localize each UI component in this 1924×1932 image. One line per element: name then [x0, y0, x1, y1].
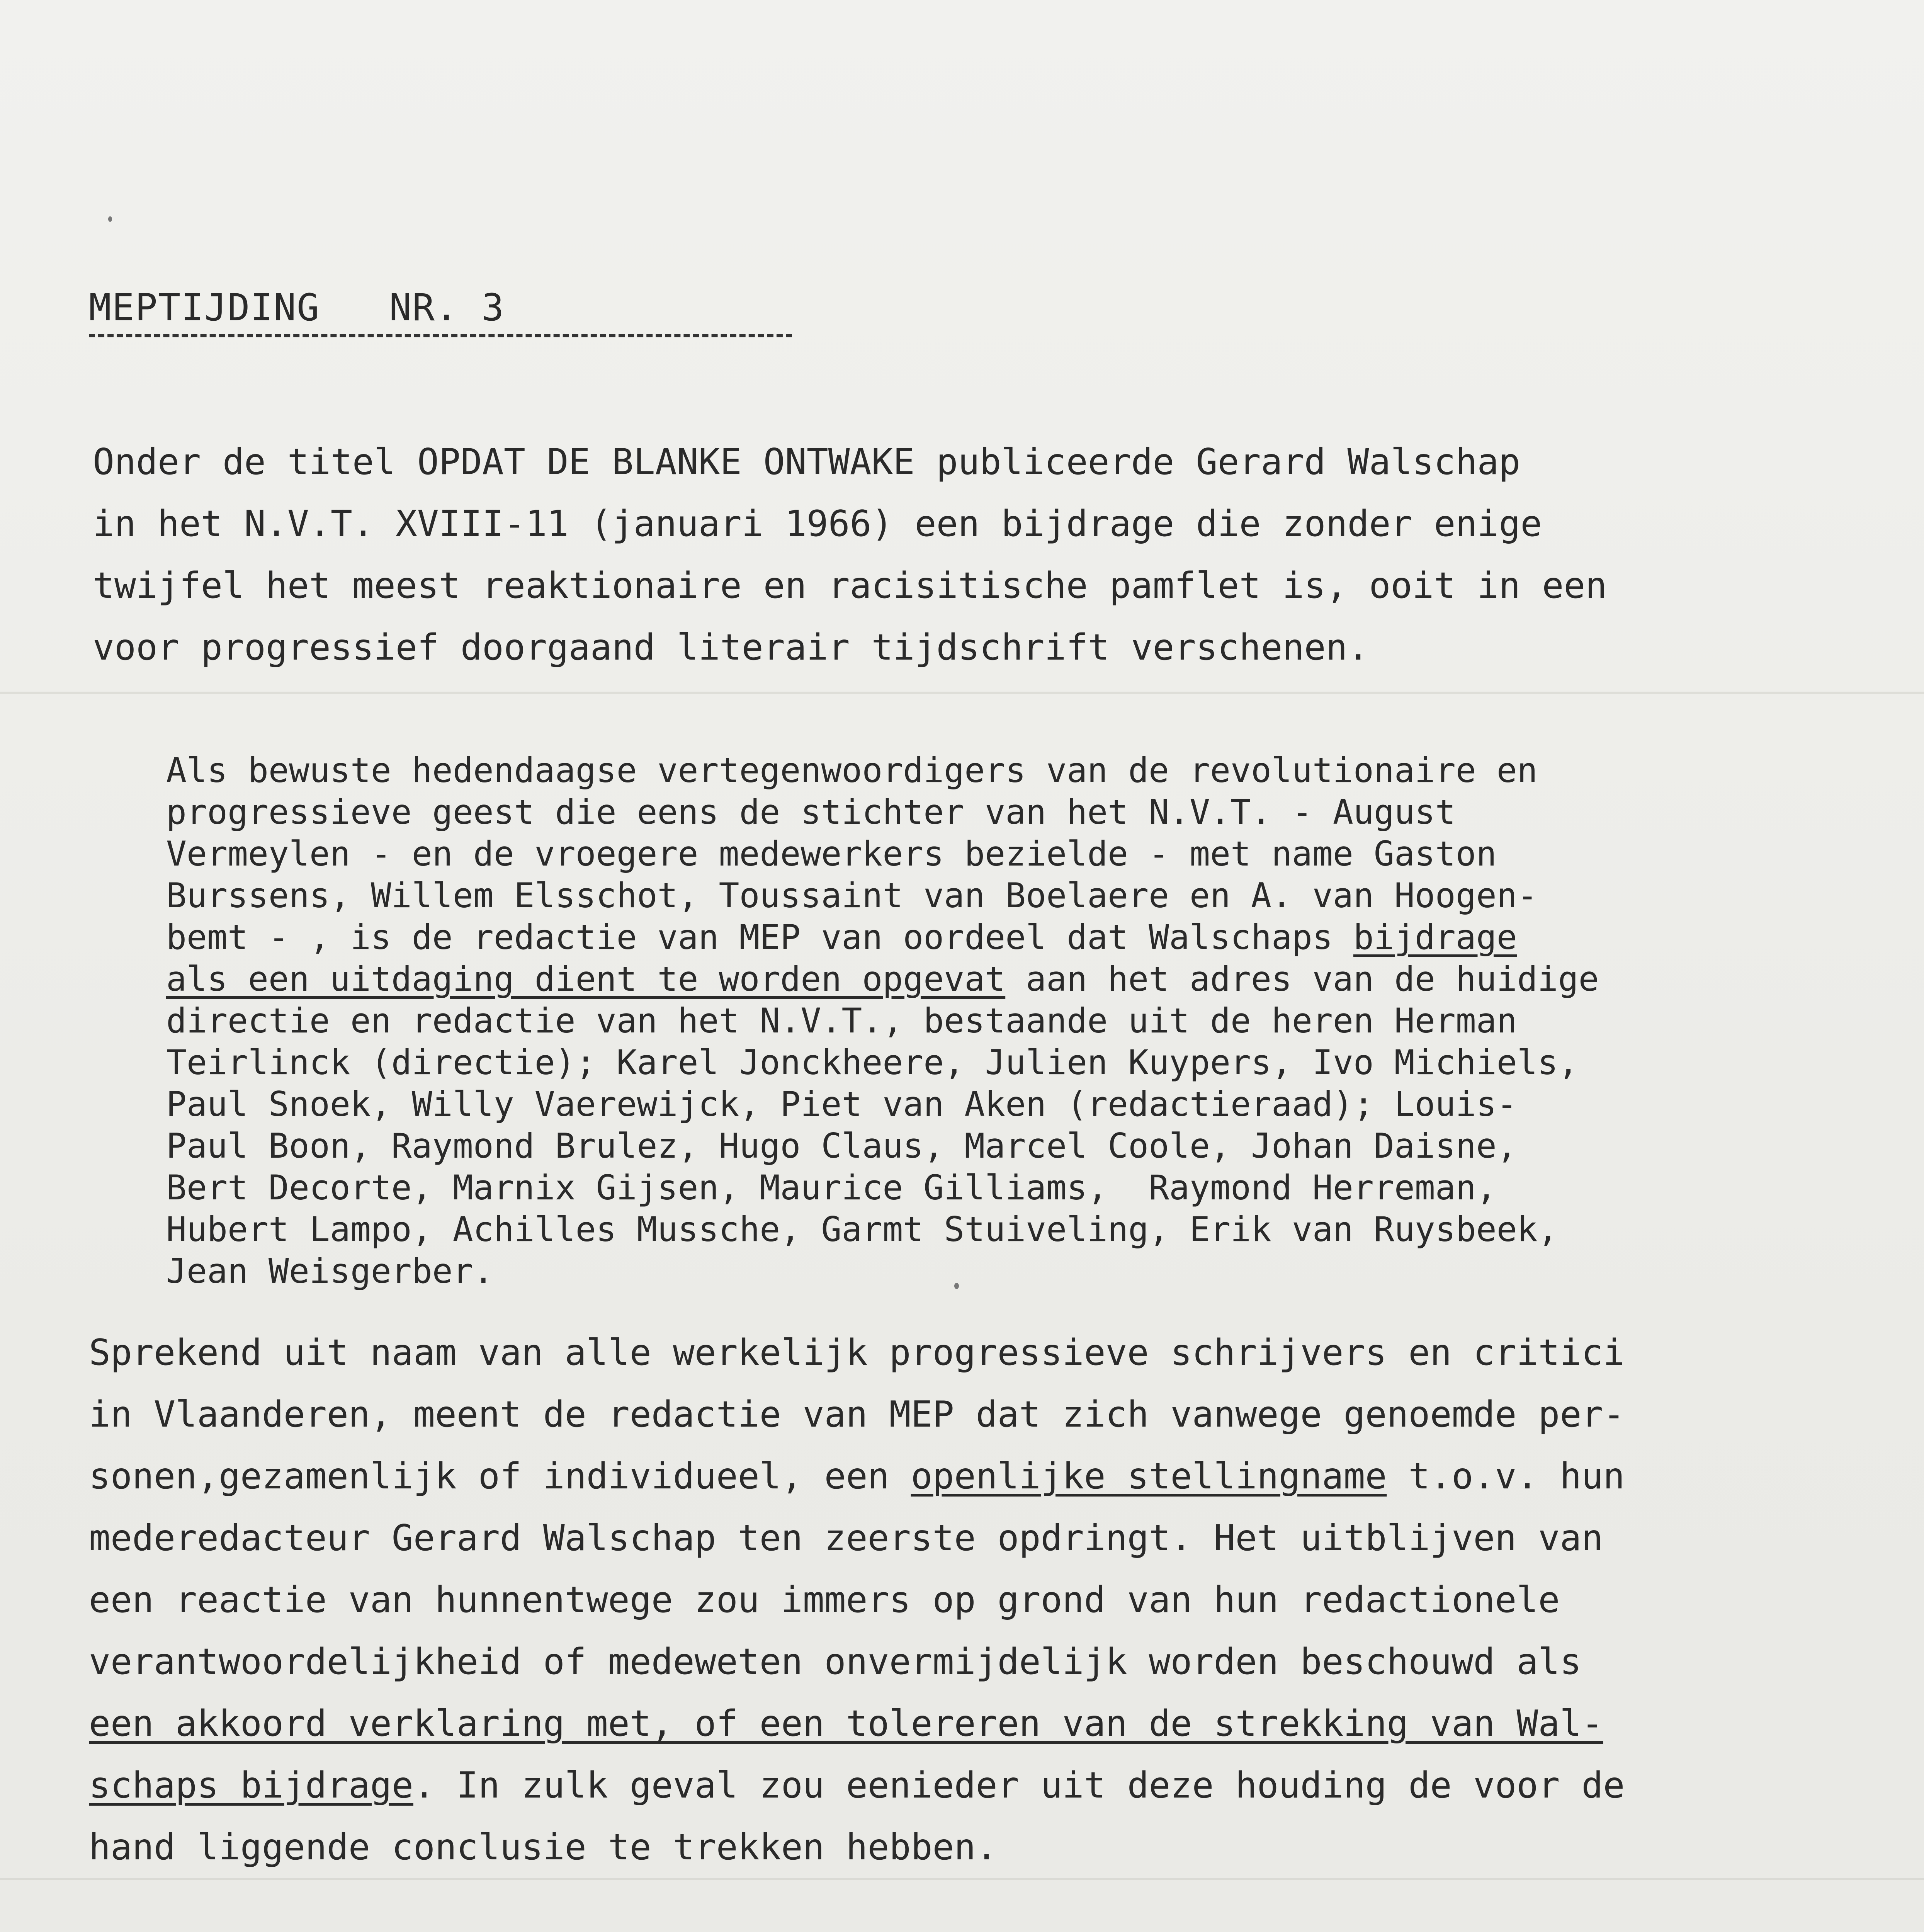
text-segment: . In zulk geval zou eenieder uit deze houding de voor de — [413, 1764, 1625, 1806]
text-line: Teirlinck (directie); Karel Jonckheere, Julien Kuypers, Ivo Michiels, — [166, 1043, 1579, 1082]
text-line: Als bewuste hedendaagse vertegenwoordigers van de revolutionaire en — [166, 750, 1538, 790]
text-line: twijfel het meest reaktionaire en racisitische pamflet is, ooit in een — [93, 565, 1607, 606]
document-title: MEPTIJDING NR. 3 — [89, 286, 505, 329]
underlined-text: openlijke stellingname — [911, 1455, 1387, 1497]
closing-paragraph — [89, 1321, 1625, 1878]
text-segment: sonen,gezamenlijk of individueel, een — [89, 1455, 911, 1497]
underlined-text: als een uitdaging dient te worden opgevat — [166, 959, 1006, 999]
underlined-text: een akkoord verklaring met, of een tolereren van de strekking van Wal- — [89, 1702, 1603, 1744]
text-line: in het N.V.T. XVIII-11 (januari 1966) een bijdrage die zonder enige — [93, 503, 1542, 544]
paper-speck — [954, 1283, 959, 1289]
text-line: mederedacteur Gerard Walschap ten zeerste opdringt. Het uitblijven van — [89, 1517, 1603, 1559]
paper-speck — [108, 216, 112, 222]
text-line — [89, 1692, 1625, 1754]
text-line: directie en redactie van het N.V.T., bestaande uit de heren Herman — [166, 1001, 1517, 1041]
underlined-text: bijdrage — [1353, 917, 1517, 957]
indented-paragraph — [166, 750, 1599, 1292]
text-line: Bert Decorte, Marnix Gijsen, Maurice Gilliams, Raymond Herreman, — [166, 1168, 1497, 1208]
text-line — [166, 917, 1599, 958]
text-line: in Vlaanderen, meent de redactie van MEP dat zich vanwege genoemde per- — [89, 1393, 1625, 1435]
text-line — [89, 1754, 1625, 1816]
text-line: hand liggende conclusie te trekken hebben. — [89, 1826, 998, 1868]
intro-paragraph — [93, 431, 1607, 678]
text-segment: aan het adres van de huidige — [1005, 959, 1599, 999]
text-segment: bemt - , is de redactie van MEP van oordeel dat Walschaps — [166, 917, 1353, 957]
fold-crease — [0, 692, 1924, 694]
text-line: Paul Snoek, Willy Vaerewijck, Piet van Aken (redactieraad); Louis- — [166, 1084, 1517, 1124]
text-line: een reactie van hunnentwege zou immers op grond van hun redactionele — [89, 1579, 1560, 1621]
text-line: progressieve geest die eens de stichter van het N.V.T. - August — [166, 792, 1456, 832]
text-segment: t.o.v. hun — [1387, 1455, 1625, 1497]
text-line — [166, 958, 1599, 1000]
text-line — [89, 1445, 1625, 1507]
fold-crease — [0, 1878, 1924, 1880]
text-line: Jean Weisgerber. — [166, 1251, 494, 1291]
underlined-text: schaps bijdrage — [89, 1764, 413, 1806]
text-line: voor progressief doorgaand literair tijdschrift verschenen. — [93, 626, 1369, 668]
text-line: Burssens, Willem Elsschot, Toussaint van Boelaere en A. van Hoogen- — [166, 876, 1538, 915]
text-line: Hubert Lampo, Achilles Mussche, Garmt Stuiveling, Erik van Ruysbeek, — [166, 1209, 1558, 1249]
title-underline — [89, 334, 792, 337]
text-line: verantwoordelijkheid of medeweten onvermijdelijk worden beschouwd als — [89, 1641, 1582, 1682]
text-line: Onder de titel OPDAT DE BLANKE ONTWAKE publiceerde Gerard Walschap — [93, 441, 1521, 483]
text-line: Sprekend uit naam van alle werkelijk progressieve schrijvers en critici — [89, 1332, 1625, 1373]
text-line: Vermeylen - en de vroegere medewerkers bezielde - met name Gaston — [166, 834, 1497, 874]
text-line: Paul Boon, Raymond Brulez, Hugo Claus, Marcel Coole, Johan Daisne, — [166, 1126, 1517, 1166]
